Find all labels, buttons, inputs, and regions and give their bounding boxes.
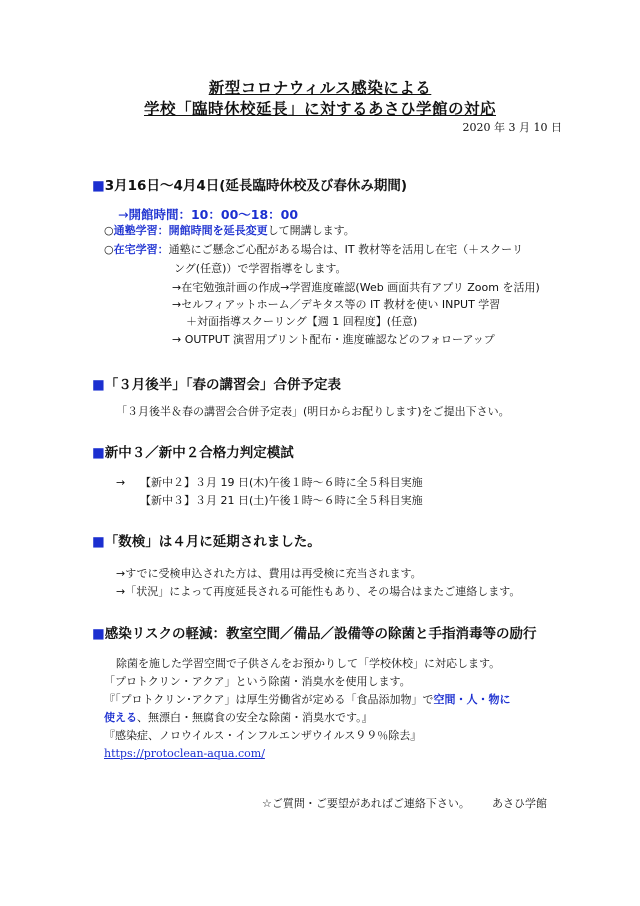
zaitaku-sub-4: → OUTPUT 演習用プリント配布・進度確認などのフォローアップ [172,333,495,346]
section-5-emphasis-2: 使える [104,711,137,724]
square-bullet-icon: ■ [92,626,105,642]
section-1-heading-text: 3月16日～4月4日(延長臨時休校及び春休み期間) [104,178,408,194]
tsujuku-label: 通塾学習： [113,224,169,237]
zaitaku-label: 在宅学習： [113,243,169,256]
zaitaku-text-1: 通塾にご懸念ご心配がある場合は、IT 教材等を活用し在宅（＋スクーリ [168,243,524,256]
section-2-heading-text: 「３月後半」「春の講習会」合併予定表 [104,377,342,393]
footer-contact: ☆ご質問・ご要望があればご連絡下さい。 [262,797,470,810]
square-bullet-icon: ■ [92,178,105,194]
zaitaku-sub-2: →セルフィアットホーム／デキタス等の IT 教材を使い INPUT 学習 [172,298,501,311]
zaitaku-line-2: ング(任意)）で学習指導をします。 [174,262,347,275]
opening-hours [118,208,298,222]
section-4-heading [92,530,321,550]
section-1-heading [92,174,407,194]
section-5-line-4-text: 、無漂白・無腐食の安全な除菌・消臭水です。』 [137,711,373,724]
tsujuku-line [104,224,355,238]
title-line-2: 学校「臨時休校延長」に対するあさひ学館の対応 [143,99,496,118]
zaitaku-sub-3: ＋対面指導スクーリング【週 1 回程度】(任意) [186,315,418,328]
zaitaku-sub-1: →在宅勉強計画の作成→学習進度確認(Web 画面共有アプリ Zoom を活用) [172,281,540,294]
section-5-line-4 [104,711,373,725]
section-3-heading [92,441,294,461]
title-line-1: 新型コロナウィルス感染による [208,78,432,97]
arrow-icon: → [118,207,129,222]
tsujuku-emphasis: 開館時間を延長変更 [168,224,268,237]
section-5-line-3 [104,693,510,707]
square-bullet-icon: ■ [92,445,105,461]
square-bullet-icon: ■ [92,534,105,550]
circle-bullet-icon: ○ [104,224,114,237]
section-5-line-2: 「プロトクリン・アクア」という除菌・消臭水を使用します。 [104,675,411,688]
square-bullet-icon: ■ [92,377,105,393]
section-4-line-2: →「状況」によって再度延長される可能性もあり、その場合はまたご連絡します。 [116,585,521,598]
exam-row-new-chu3: 【新中３】３月 21 日(土)午後１時～６時に全５科目実施 [140,494,423,507]
section-5-line-5: 『感染症、ノロウイルス・インフルエンザウイルス９９％除去』 [104,729,422,742]
tsujuku-rest: して開講します。 [267,224,355,237]
protoclean-link[interactable]: https://protoclean-aqua.com/ [104,747,265,760]
circle-bullet-icon: ○ [104,243,114,256]
exam-row-arrow: → [116,476,126,489]
exam-row-new-chu2: 【新中２】３月 19 日(木)午後１時～６時に全５科目実施 [140,476,423,489]
section-5-emphasis-1: 空間・人・物に [433,693,511,706]
section-5-heading-text: 感染リスクの軽減：教室空間／備品／設備等の除菌と手指消毒等の励行 [104,626,537,642]
section-5-line-1: 除菌を施した学習空間で子供さんをお預かりして「学校休校」に対応します。 [116,657,501,670]
section-4-line-1: →すでに受検申込された方は、費用は再受検に充当されます。 [116,567,422,580]
section-5-heading [92,622,537,642]
section-3-heading-text: 新中３／新中２合格力判定模試 [104,445,294,461]
zaitaku-line-1 [104,243,523,257]
opening-hours-label: 開館時間：10：00～18：00 [128,207,299,222]
section-5-line-3-text: 『「プロトクリン･アクア」は厚生労働省が定める「食品添加物」で [104,693,434,706]
section-4-heading-text: 「数検」は４月に延期されました。 [104,534,321,550]
section-2-heading [92,373,341,393]
section-2-body: 「３月後半＆春の講習会合併予定表」(明日からお配りします)をご提出下さい。 [116,405,510,418]
document-date: 2020 年 3 月 10 日 [462,121,562,134]
footer-org: あさひ学館 [492,797,547,810]
